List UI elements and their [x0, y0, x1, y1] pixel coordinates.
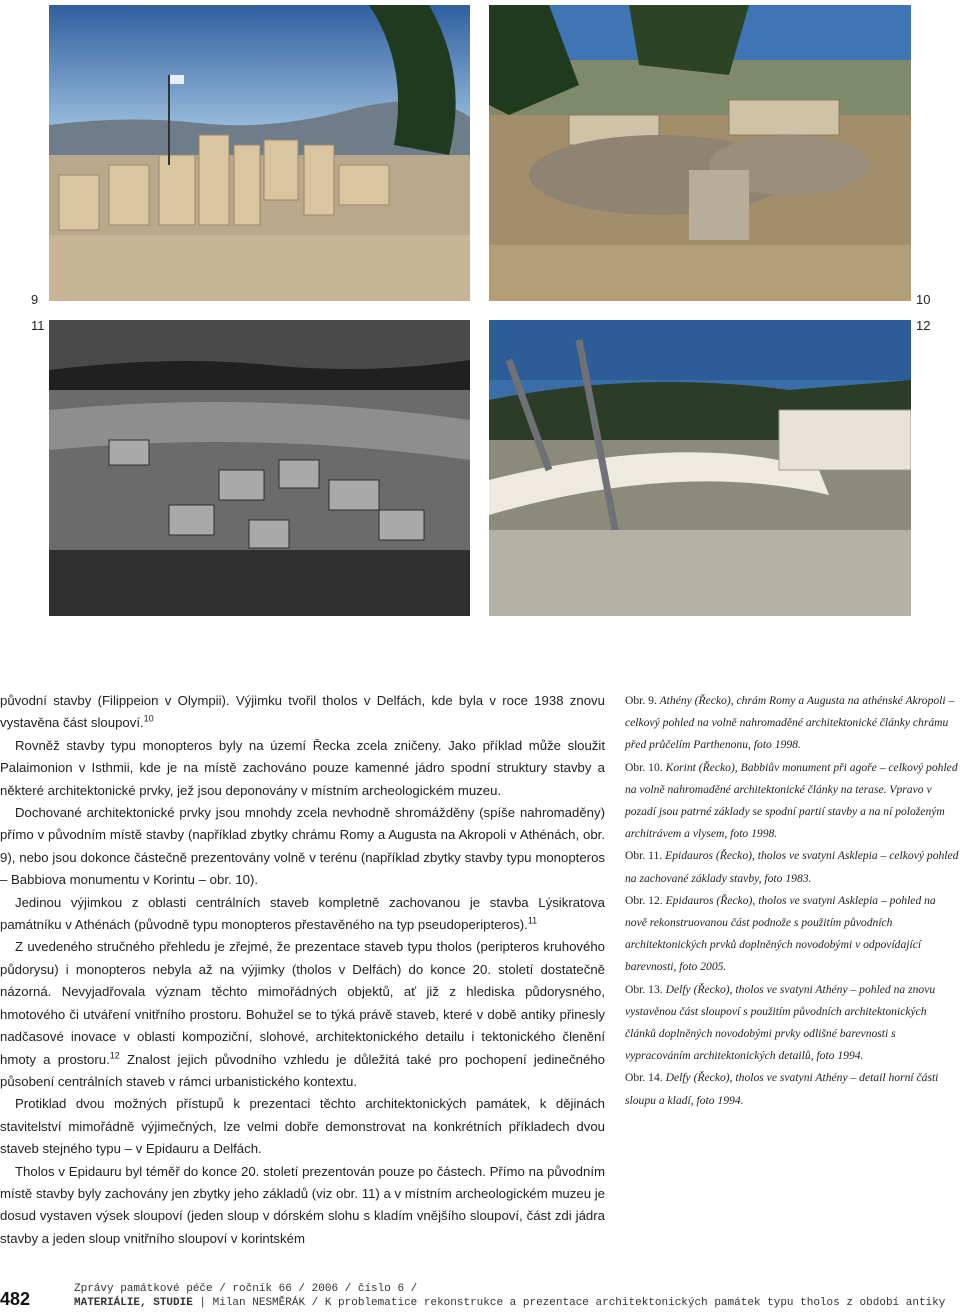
paragraph	[0, 936, 605, 1093]
paragraph-text: Jedinou výjimkou z oblasti centrálních staveb kompletně zachovanou je stavba Lýsikratova památníku v Athénách (původně typu monopteros přestavěného na typ pseudoperipteros).	[0, 894, 605, 933]
footer-article-line	[74, 1296, 960, 1310]
footer-section: MATERIÁLIE, STUDIE	[74, 1297, 193, 1309]
caption-text: Delfy (Řecko), tholos ve svatyni Athény – pohled na znovu vystavěnou část sloupoví s použitím původních architektonických článků doplněných novodobými prvky odlišné barevnosti s vypracováním architektonických detailů, foto 1994.	[625, 982, 936, 1063]
footnote-ref[interactable]: 11	[527, 915, 538, 926]
figure-9-photo	[49, 5, 470, 301]
paragraph: Protiklad dvou možných přístupů k prezentaci těchto architektonických památek, k dějinách stavitelství mimořádně výjimečných, lze velmi dobře demonstrovat na konkrétních příkladech dvou staveb stejného typu – v Epidauru a Delfách.	[0, 1096, 605, 1157]
caption-text: Korint (Řecko), Babbiův monument při agoře – celkový pohled na volně nahromaděné architektonické články na terase. Vpravo v pozadí jsou patrné základy se spodní partií stavby a na ní položeným architrávem a vlysem, foto 1998.	[625, 760, 958, 841]
paragraph	[0, 690, 605, 735]
footnote-ref[interactable]: 10	[143, 714, 154, 725]
caption-text: Athény (Řecko), chrám Romy a Augusta na athénské Akropoli – celkový pohled na volně nahromaděné architektonické články chrámu před průčelím Parthenonu, foto 1998.	[625, 694, 955, 752]
caption-label: Obr. 13.	[625, 982, 663, 996]
paragraph-text: Z uvedeného stručného přehledu je zřejmé, že prezentace staveb typu tholos (peripteros kruhového půdorysu) i monopteros nebyla až na výjimky (tholos v Delfách) do konce 20. století dostatečně názorná. Nevyjadřovala význam těchto mimořádných objektů, ať již z hlediska půdorysného, hmotového či utváření vnitřního prostoru. Bohužel se to týká právě staveb, které v době antiky přinesly nadčasové inovace v oblasti kompoziční, slohové, architektonického detailu i tektonického členění hmoty a prostoru.	[0, 939, 605, 1067]
figure-number-11: 11	[31, 318, 45, 333]
article-body	[0, 690, 605, 1250]
caption-10	[625, 757, 960, 846]
caption-label: Obr. 14.	[625, 1071, 663, 1085]
paragraph-text: Znalost jejich původního vzhledu je důležitá také pro pochopení jedinečného působení centrálních staveb v rámci urbanistického kontextu.	[0, 1051, 605, 1089]
caption-label: Obr. 10.	[625, 760, 663, 774]
caption-text: Delfy (Řecko), tholos ve svatyni Athény – detail horní části sloupu a kladí, foto 1994.	[625, 1071, 939, 1107]
figure-11-photo	[49, 320, 470, 616]
page-number: 482	[0, 1289, 31, 1309]
caption-12	[625, 890, 960, 979]
figure-10-photo	[489, 5, 911, 301]
paragraph: Dochované architektonické prvky jsou mnohdy zcela nevhodně shromážděny (spíše nahromaděny) přímo v původním místě stavby (například zbytky chrámu Romy a Augusta na Akropoli v Athénách, obr. 9), nebo jsou dokonce částečně prezentovány volně v terénu (například zbytky stavby typu monopteros – Babbiova monumentu v Korintu – obr. 10).	[0, 805, 605, 888]
caption-label: Obr. 12.	[625, 893, 663, 907]
caption-text: Epidauros (Řecko), tholos ve svatyni Asklepia – pohled na nově rekonstruovanou část podnože s použitím původních architektonických prvků doplněných novodobými v odpovídající barevnosti, foto 2005.	[625, 893, 936, 974]
paragraph: Tholos v Epidauru byl téměř do konce 20. století prezentován pouze po částech. Přímo na původním místě stavby byly zachovány jen zbytky jeho základů (viz obr. 11) a v místním archeologickém muzeu je dosud vystaven výsek sloupoví (jeden sloup v dórském slohu s kladím vnějšího sloupoví, část zdi jádra stavby a jeden sloup vnitřního sloupoví v korintském	[0, 1163, 605, 1246]
caption-9	[625, 690, 960, 757]
paragraph	[0, 892, 605, 937]
figure-12-photo	[489, 320, 911, 616]
footnote-ref[interactable]: 12	[109, 1050, 120, 1061]
figure-number-10: 10	[916, 292, 931, 307]
paragraph-text: původní stavby (Filippeion v Olympii). Výjimku tvořil tholos v Delfách, kde byla v roce 1938 znovu vystavěna část sloupoví.	[0, 693, 605, 731]
caption-label: Obr. 11.	[625, 849, 663, 863]
footer-article-title: | Milan NESMĚRÁK / K problematice rekonstrukce a prezentace architektonických památek typu tholos z období antiky	[192, 1297, 946, 1309]
footer-journal-line: Zprávy památkové péče / ročník 66 / 2006 / číslo 6 /	[74, 1283, 418, 1295]
figure-number-9: 9	[31, 292, 39, 307]
caption-text: Epidauros (Řecko), tholos ve svatyni Asklepia – celkový pohled na zachované základy stavby, foto 1983.	[625, 849, 959, 885]
figure-number-12: 12	[916, 318, 931, 333]
caption-14	[625, 1067, 960, 1111]
paragraph: Rovněž stavby typu monopteros byly na území Řecka zcela zničeny. Jako příklad může sloužit Palaimonion v Isthmii, kde je na místě zachováno pouze kamenné jádro spodní struktury stavby a některé architektonické prvky, jež jsou deponovány v místním archeologickém muzeu.	[0, 737, 605, 798]
figure-captions	[625, 690, 960, 1112]
caption-11	[625, 845, 960, 889]
running-footer	[74, 1282, 960, 1310]
caption-13	[625, 979, 960, 1068]
caption-label: Obr. 9.	[625, 694, 657, 707]
